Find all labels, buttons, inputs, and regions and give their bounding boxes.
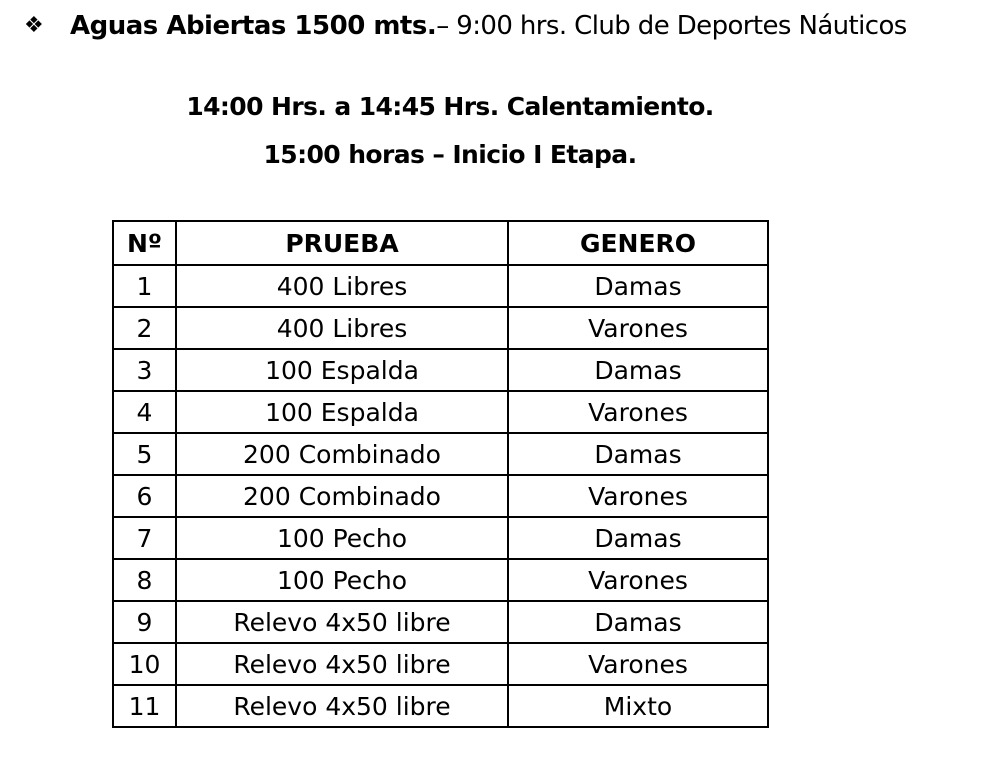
- stage-start-schedule: 15:00 horas – Inicio I Etapa.: [263, 140, 637, 169]
- table-header-row: [113, 221, 768, 265]
- header-prueba: PRUEBA: [176, 221, 508, 265]
- header-num: Nº: [113, 221, 176, 265]
- event-name-cell: 200 Combinado: [176, 475, 508, 517]
- event-title: Aguas Abiertas 1500 mts.: [70, 11, 437, 41]
- event-number-cell: 7: [113, 517, 176, 559]
- event-name-cell: 100 Espalda: [176, 349, 508, 391]
- table-row: [113, 265, 768, 307]
- event-number-cell: 6: [113, 475, 176, 517]
- event-gender-cell: Damas: [508, 265, 768, 307]
- event-gender-cell: Varones: [508, 643, 768, 685]
- event-name-cell: 100 Pecho: [176, 517, 508, 559]
- table-row: [113, 391, 768, 433]
- event-number-cell: 4: [113, 391, 176, 433]
- event-gender-cell: Damas: [508, 517, 768, 559]
- event-name-cell: Relevo 4x50 libre: [176, 643, 508, 685]
- event-number-cell: 11: [113, 685, 176, 727]
- event-gender-cell: Damas: [508, 433, 768, 475]
- table-row: [113, 433, 768, 475]
- table-row: [113, 559, 768, 601]
- table-row: [113, 475, 768, 517]
- table-row: [113, 517, 768, 559]
- four-diamond-bullet-icon: ❖: [24, 13, 44, 38]
- events-table-body: [113, 265, 768, 727]
- header-genero: GENERO: [508, 221, 768, 265]
- event-name-cell: 100 Espalda: [176, 391, 508, 433]
- event-gender-cell: Varones: [508, 307, 768, 349]
- event-number-cell: 2: [113, 307, 176, 349]
- event-gender-cell: Mixto: [508, 685, 768, 727]
- table-row: [113, 685, 768, 727]
- event-time-venue: – 9:00 hrs. Club de Deportes Náuticos: [436, 11, 907, 41]
- event-name-cell: 100 Pecho: [176, 559, 508, 601]
- event-gender-cell: Varones: [508, 391, 768, 433]
- event-name-cell: Relevo 4x50 libre: [176, 601, 508, 643]
- event-name-cell: Relevo 4x50 libre: [176, 685, 508, 727]
- event-gender-cell: Damas: [508, 349, 768, 391]
- event-number-cell: 5: [113, 433, 176, 475]
- event-number-cell: 9: [113, 601, 176, 643]
- event-name-cell: 200 Combinado: [176, 433, 508, 475]
- event-gender-cell: Varones: [508, 475, 768, 517]
- event-name-cell: 400 Libres: [176, 265, 508, 307]
- event-gender-cell: Varones: [508, 559, 768, 601]
- event-number-cell: 8: [113, 559, 176, 601]
- events-table: [112, 220, 769, 728]
- event-name-cell: 400 Libres: [176, 307, 508, 349]
- event-number-cell: 10: [113, 643, 176, 685]
- warmup-schedule: 14:00 Hrs. a 14:45 Hrs. Calentamiento.: [186, 92, 714, 121]
- table-row: [113, 349, 768, 391]
- event-number-cell: 3: [113, 349, 176, 391]
- table-row: [113, 307, 768, 349]
- event-gender-cell: Damas: [508, 601, 768, 643]
- open-water-event-line: [24, 4, 907, 48]
- table-row: [113, 643, 768, 685]
- event-number-cell: 1: [113, 265, 176, 307]
- table-row: [113, 601, 768, 643]
